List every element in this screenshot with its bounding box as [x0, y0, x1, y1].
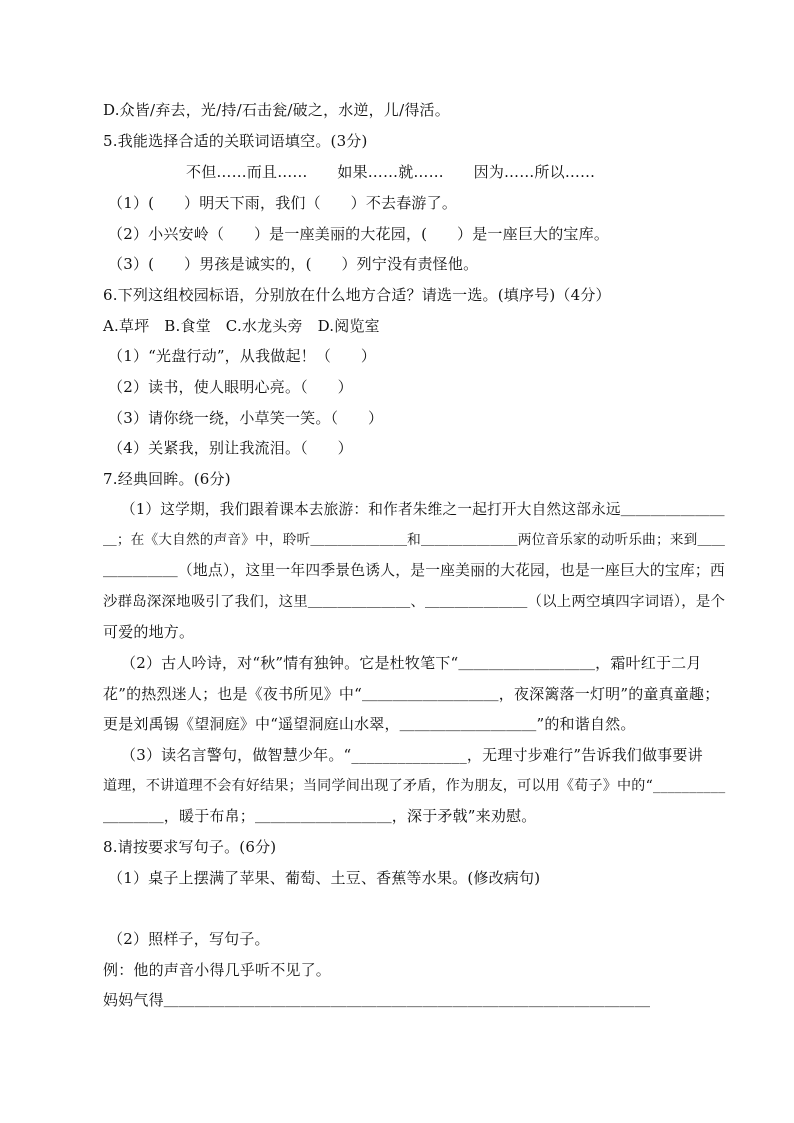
q6-item-1: （1）“光盘行动”，从我做起！（ ） [108, 347, 377, 365]
question-6-heading: 6.下列这组校园标语，分别放在什么地方合适？请选一选。(填序号)（4分） [103, 286, 611, 304]
q7-part-1-line-4: 沙群岛深深地吸引了我们，这里＿＿＿＿＿＿＿、＿＿＿＿＿＿＿（以上两空填四字词语），是个 [103, 594, 726, 610]
q8-part-1: （1）桌子上摆满了苹果、葡萄、土豆、香蕉等水果。(修改病句) [108, 869, 541, 887]
q6-item-3: （3）请你绕一绕，小草笑一笑。（ ） [108, 409, 384, 427]
question-8-heading: 8.请按要求写句子。(6分) [103, 838, 277, 856]
q8-part-2: （2）照样子，写句子。 [108, 930, 270, 948]
q7-part-2-line-2: 花”的热烈迷人；也是《夜书所见》中“＿＿＿＿＿＿＿＿＿，夜深篱落一灯明”的童真童趣； [103, 685, 720, 703]
q8-answer-line: 妈妈气得＿＿＿＿＿＿＿＿＿＿＿＿＿＿＿＿＿＿＿＿＿＿＿＿＿＿＿＿＿＿＿＿ [103, 991, 651, 1009]
q7-part-3-line-2: 道理，不讲道理不会有好结果；当同学间出现了矛盾，作为朋友，可以用《荀子》中的“__________ [103, 778, 726, 794]
q7-part-2-line-1: （2）古人吟诗，对“秋”情有独钟。它是杜牧笔下“＿＿＿＿＿＿＿＿＿，霜叶红于二月 [121, 654, 702, 672]
option-d-line: D.众皆/弃去，光/持/石击瓮/破之，水逆，儿/得活。 [103, 101, 450, 119]
q7-part-1-line-3: ＿＿＿＿＿（地点），这里一年四季景色诱人，是一座美丽的大花园，也是一座巨大的宝库；西 [103, 562, 725, 579]
q7-part-1-line-2: ＿；在《大自然的声音》中，聆听＿＿＿＿＿＿＿和＿＿＿＿＿＿＿两位音乐家的动听乐曲；来到＿＿ [103, 532, 726, 548]
q8-example: 例：他的声音小得几乎听不见了。 [103, 961, 332, 979]
q7-part-3-line-1: （3）读名言警句，做智慧少年。“_______________，无理寸步难行”告诉我们做事要讲 [121, 746, 703, 764]
q5-item-1: （1）( ）明天下雨，我们（ ）不去春游了。 [108, 194, 458, 212]
q5-item-3: （3）( ）男孩是诚实的，( ）列宁没有责怪他。 [108, 255, 479, 273]
q7-part-1-line-5: 可爱的地方。 [103, 623, 195, 641]
conjunction-options: 不但……而且…… 如果……就…… 因为……所以…… [186, 163, 596, 181]
q6-item-2: （2）读书，使人眼明心亮。（ ） [108, 378, 353, 396]
q7-part-2-line-3: 更是刘禹锡《望洞庭》中“遥望洞庭山水翠，＿＿＿＿＿＿＿＿＿”的和谐自然。 [103, 715, 636, 733]
q6-item-4: （4）关紧我，别让我流泪。（ ） [108, 439, 353, 457]
q5-item-2: （2）小兴安岭（ ）是一座美丽的大花园，( ）是一座巨大的宝库。 [108, 225, 610, 243]
question-5-heading: 5.我能选择合适的关联词语填空。(3分) [103, 132, 368, 150]
q7-part-3-line-3: ＿＿＿＿，暖于布帛；＿＿＿＿＿＿＿＿＿，深于矛戟”来劝慰。 [103, 807, 537, 825]
question-7-heading: 7.经典回眸。(6分) [103, 470, 231, 488]
q7-part-1-line-1: （1）这学期，我们跟着课本去旅游：和作者朱维之一起打开大自然这部永远＿＿＿＿＿＿＿ [121, 501, 725, 518]
q6-options: A.草坪 B.食堂 C.水龙头旁 D.阅览室 [103, 317, 380, 335]
